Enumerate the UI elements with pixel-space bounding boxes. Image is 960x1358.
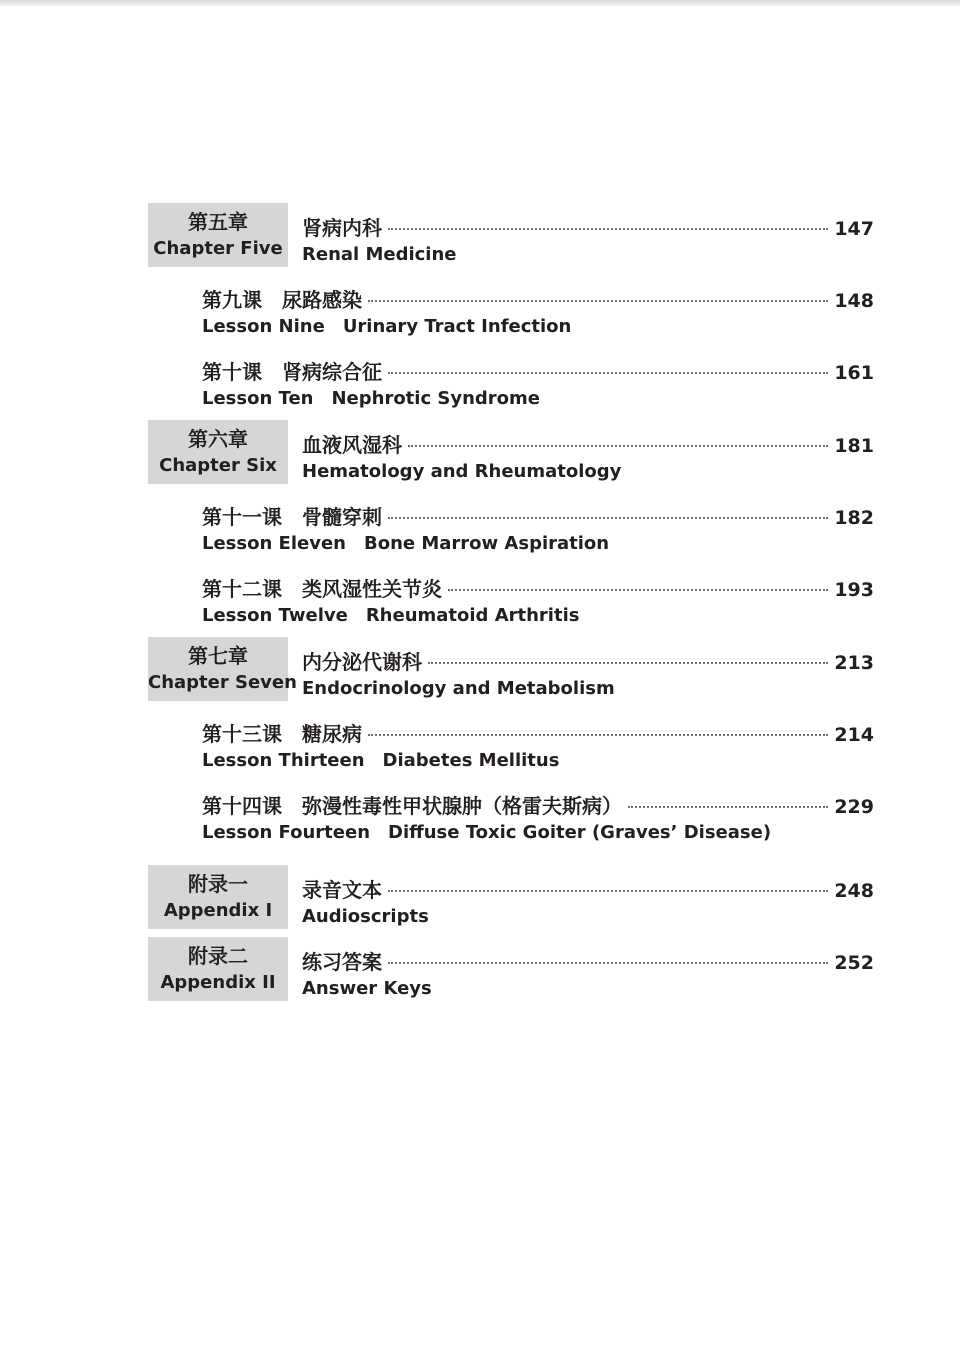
- entry-title-en: Renal Medicine: [302, 244, 457, 265]
- dot-leader: [388, 517, 828, 519]
- dot-leader: [388, 890, 828, 892]
- entry-title-en: Diffuse Toxic Goiter (Graves’ Disease): [388, 822, 772, 843]
- dot-leader: [408, 445, 828, 447]
- page-number: 193: [834, 579, 874, 601]
- chapter-label-box: [148, 420, 288, 484]
- entry-title-zh: 肾病综合征: [282, 360, 382, 384]
- page-number: 252: [834, 952, 874, 974]
- lesson-label-zh: 第十一课: [202, 505, 282, 529]
- lesson-label-en: Lesson Thirteen: [202, 750, 365, 771]
- chapter-label-en: Chapter Seven: [148, 672, 297, 693]
- page-number: 181: [834, 435, 874, 457]
- entry-title-zh: 血液风湿科: [302, 433, 402, 457]
- toc-chapter-entry[interactable]: [0, 212, 960, 278]
- chapter-label-en: Chapter Six: [159, 455, 277, 476]
- chapter-label-zh: 第七章: [188, 644, 248, 668]
- page-number: 182: [834, 507, 874, 529]
- page-number: 147: [834, 218, 874, 240]
- entry-title-en: Bone Marrow Aspiration: [363, 533, 610, 554]
- entry-title-en: Audioscripts: [302, 906, 429, 927]
- lesson-label-zh: 第九课: [202, 288, 262, 312]
- lesson-label-en: Lesson Nine: [202, 316, 325, 337]
- appendix-label-box: [148, 937, 288, 1001]
- entry-title-en: Diabetes Mellitus: [382, 750, 560, 771]
- toc-lesson-entry[interactable]: [0, 718, 960, 784]
- lesson-label-zh: 第十三课: [202, 722, 282, 746]
- dot-leader: [388, 228, 828, 230]
- page-number: 213: [834, 652, 874, 674]
- entry-title-zh: 内分泌代谢科: [302, 650, 422, 674]
- lesson-label-zh: 第十课: [202, 360, 262, 384]
- toc-lesson-entry[interactable]: [0, 501, 960, 567]
- dot-leader: [628, 806, 828, 808]
- toc-chapter-entry[interactable]: [0, 429, 960, 495]
- entry-title-zh: 糖尿病: [302, 722, 362, 746]
- lesson-label-en: Lesson Fourteen: [202, 822, 371, 843]
- toc-lesson-entry[interactable]: [0, 284, 960, 350]
- entry-title-zh: 骨髓穿刺: [302, 505, 382, 529]
- appendix-label-box: [148, 865, 288, 929]
- lesson-label-en: Lesson Eleven: [202, 533, 346, 554]
- toc-chapter-entry[interactable]: [0, 646, 960, 712]
- entry-title-en: Hematology and Rheumatology: [302, 461, 622, 482]
- appendix-label-en: Appendix II: [160, 972, 276, 993]
- entry-title-zh: 弥漫性毒性甲状腺肿（格雷夫斯病）: [302, 794, 622, 818]
- dot-leader: [388, 962, 828, 964]
- lesson-label-zh: 第十二课: [202, 577, 282, 601]
- chapter-label-zh: 第六章: [188, 427, 248, 451]
- chapter-label-en: Chapter Five: [153, 238, 283, 259]
- entry-title-en: Rheumatoid Arthritis: [365, 605, 580, 626]
- page-number: 161: [834, 362, 874, 384]
- entry-title-zh: 类风湿性关节炎: [302, 577, 442, 601]
- appendix-label-zh: 附录二: [188, 944, 248, 968]
- entry-title-zh: 尿路感染: [282, 288, 362, 312]
- appendix-label-zh: 附录一: [188, 872, 248, 896]
- dot-leader: [368, 734, 828, 736]
- entry-title-en: Answer Keys: [302, 978, 432, 999]
- toc-appendix-entry[interactable]: [0, 874, 960, 940]
- page-number: 214: [834, 724, 874, 746]
- entry-title-zh: 录音文本: [302, 878, 382, 902]
- toc-lesson-entry[interactable]: [0, 356, 960, 422]
- entry-title-en: Endocrinology and Metabolism: [302, 678, 615, 699]
- chapter-label-box: [148, 203, 288, 267]
- dot-leader: [368, 300, 828, 302]
- chapter-label-box: [148, 637, 297, 701]
- entry-title-zh: 练习答案: [302, 950, 382, 974]
- toc-lesson-entry[interactable]: [0, 790, 960, 856]
- page-number: 148: [834, 290, 874, 312]
- lesson-label-en: Lesson Ten: [202, 388, 314, 409]
- lesson-label-zh: 第十四课: [202, 794, 282, 818]
- page-top-edge: [0, 0, 960, 6]
- entry-title-en: Nephrotic Syndrome: [331, 388, 540, 409]
- toc-appendix-entry[interactable]: [0, 946, 960, 1012]
- dot-leader: [428, 662, 828, 664]
- toc-lesson-entry[interactable]: [0, 573, 960, 639]
- page-number: 248: [834, 880, 874, 902]
- entry-title-en: Urinary Tract Infection: [342, 316, 572, 337]
- dot-leader: [448, 589, 828, 591]
- appendix-label-en: Appendix I: [163, 900, 273, 921]
- dot-leader: [388, 372, 828, 374]
- lesson-label-en: Lesson Twelve: [202, 605, 348, 626]
- page-number: 229: [834, 796, 874, 818]
- entry-title-zh: 肾病内科: [302, 216, 382, 240]
- chapter-label-zh: 第五章: [188, 210, 248, 234]
